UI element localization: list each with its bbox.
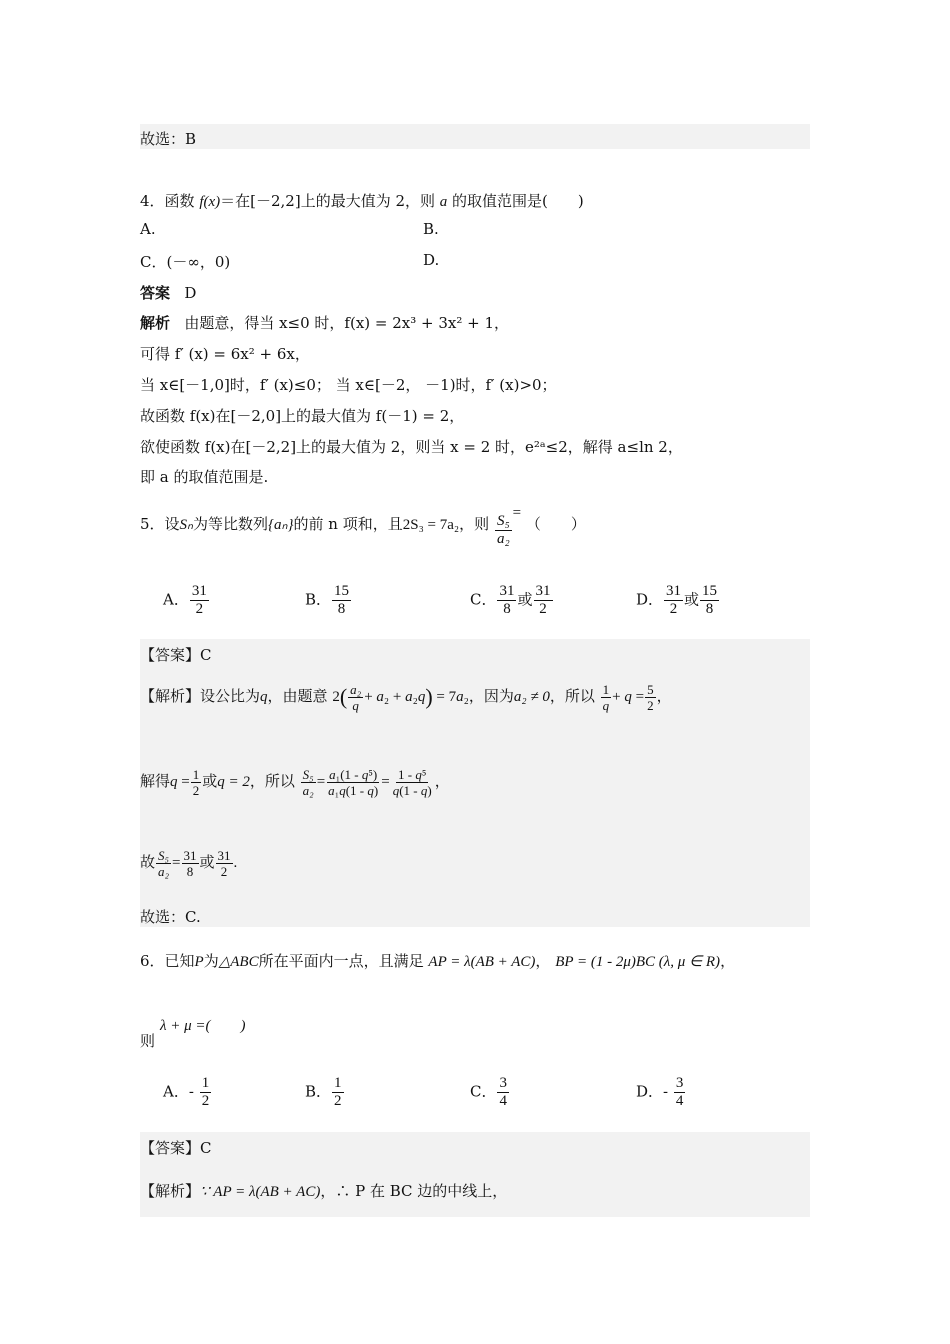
q6-ze: 则 xyxy=(140,1032,156,1050)
q4-analysis-line-2: 可得 f′ (x) = 6x² + 6x， xyxy=(140,345,310,363)
q5-analysis-line-3: 故 $\frac{\text{S₅}}{\text{a₂}}$ = $\frac{31}{8}$ 或 $\frac{31}{2}$ . xyxy=(140,848,238,879)
q6-answer: 【答案】C xyxy=(140,1139,212,1157)
q6-solution-block xyxy=(140,1132,810,1217)
q4-option-d: D. xyxy=(423,251,440,269)
q4-option-a: A. xyxy=(140,220,156,238)
q6-stem: 6．已知P为△ABC所在平面内一点，且满足 AP = λ(AB + AC)， BP = (1 - 2μ)BC (λ, μ ∈ R)， xyxy=(140,952,736,970)
q6-option-b: B． $\frac{1}{2}$ xyxy=(305,1075,342,1109)
q5-answer: 【答案】C xyxy=(140,646,212,664)
q4-stem: 4．函数 f(x)＝在[－2,2]上的最大值为 2，则 a 的取值范围是( ) xyxy=(140,192,584,210)
q5-ratio: $\frac{\text{S₅}}{\text{a₂}}$ xyxy=(496,513,510,547)
q5-final-answer: 故选：C. xyxy=(140,908,201,926)
q5-analysis-line-2: 解得q = $\frac{1}{2}$ 或q = 2，所以 $\frac{\text{S₅}}{\text{a₂}}$ = $\frac{\text{a₁(1 - q⁵)}}{\text{a₁q(1 - q)}}$ = $\frac{\text{1 - q⁵}}{q(1 - q)}$ ， xyxy=(140,767,450,798)
q6-option-c: C． $\frac{3}{4}$ xyxy=(470,1075,507,1109)
q4-analysis-line-6: 即 a 的取值范围是. xyxy=(140,468,269,486)
q6-analysis-line-1: 【解析】∵ AP = λ(AB + AC)，∴ P 在 BC 边的中线上， xyxy=(140,1182,508,1200)
q6-option-d: D．- $\frac{3}{4}$ xyxy=(636,1075,684,1109)
q5-equation-3: $\frac{\text{S₅}}{\text{a₂}}$ = $\frac{\text{a₁(1 - q⁵)}}{\text{a₁q(1 - q)}}$ = $\frac{\text{1 - q⁵}}{q(1 - q)}$ ， xyxy=(302,767,450,798)
q5-option-c: C． $\frac{31}{8}$ 或 $\frac{31}{2}$ xyxy=(470,583,551,617)
q5-equation-2: $\frac{1}{q}$ + q = $\frac{5}{2}$ ， xyxy=(602,682,672,713)
q4-analysis-line-5: 欲使函数 f(x)在[－2,2]上的最大值为 2，则当 x = 2 时，e²ᵃ≤2，解得 a≤ln 2， xyxy=(140,438,683,456)
q4-analysis-line-4: 故函数 f(x)在[－2,0]上的最大值为 f(－1) = 2， xyxy=(140,407,465,425)
prev-answer-block xyxy=(140,124,810,149)
q4-analysis-line-3: 当 x∈[－1,0]时，f′ (x)≤0； 当 x∈[－2， －1)时，f′ (x)>0； xyxy=(140,376,557,394)
q5-option-d: D． $\frac{31}{2}$ 或 $\frac{15}{8}$ xyxy=(636,583,718,617)
q4-answer: 答案 D xyxy=(140,284,197,302)
q5-option-a: A． $\frac{31}{2}$ xyxy=(163,583,207,617)
q4-option-b: B. xyxy=(423,220,439,238)
q6-option-a: A．- $\frac{1}{2}$ xyxy=(163,1075,210,1109)
q5-analysis-line-1: 【解析】设公比为q，由题意 2( $\frac{\text{a₂}}{q}$ + a₂ + a₂q) = 7a₂，因为a₂ ≠ 0，所以 $\frac{1}{q}$ + q = $\frac{5}{2}$ ， xyxy=(140,682,672,713)
q5-stem: 5．设Sₙ为等比数列{aₙ}的前 n 项和，且2S₃ = 7a₂，则 $\frac{\text{S₅}}{\text{a₂}}$ = （ ） xyxy=(140,505,586,547)
q5-option-b: B． $\frac{15}{8}$ xyxy=(305,583,350,617)
q5-equation-1: 2( $\frac{\text{a₂}}{q}$ + a₂ + a₂q) = 7a₂ xyxy=(332,682,469,713)
q4-option-c: C．(－∞，0) xyxy=(140,253,231,271)
q6-sum-expression: λ + μ =( ) xyxy=(160,1018,246,1034)
prev-final-answer: 故选：B xyxy=(140,130,197,148)
q4-analysis-line-1: 解析 由题意，得当 x≤0 时，f(x) = 2x³ + 3x² + 1， xyxy=(140,314,510,332)
